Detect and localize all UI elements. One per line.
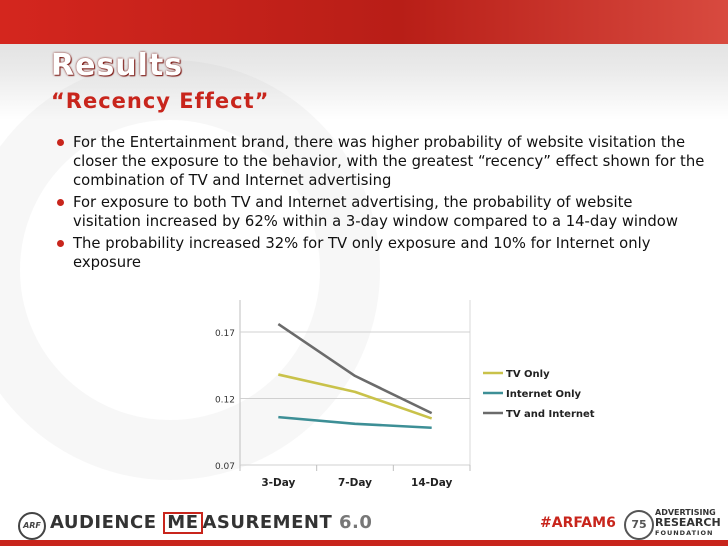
brand-prefix: AUDIENCE [50,512,157,533]
bullet-item [55,133,705,190]
legend-label: TV Only [506,369,550,380]
footer-stripe [0,540,728,546]
x-tick-label: 14-Day [411,477,453,489]
arf-logo-line3: FOUNDATION [655,529,714,537]
arf-small-logo: ARF [18,512,46,540]
legend-label: Internet Only [506,389,582,400]
bullet-text: For the Entertainment brand, there was higher probability of website visitation the closer the exposure to the behavior, with the greatest “recency” effect shown for the combination of TV and Internet advertising [73,134,705,189]
bullet-item [55,234,705,272]
bullet-item [55,193,705,231]
x-tick-label: 3-Day [261,477,296,489]
brand-suffix: ASUREMENT [202,512,333,533]
bullet-text: For exposure to both TV and Internet advertising, the probability of website visitation increased by 62% within a 3-day window compared to a 14-day window [73,194,678,230]
y-tick-label: 0.17 [214,329,235,339]
brand-me: ME [163,512,202,534]
arf-logo-line2: RESEARCH [655,516,721,529]
series-line [278,375,431,419]
slide-subtitle: “Recency Effect” [51,89,270,113]
bullet-list [55,133,705,275]
series-line [278,324,431,413]
bullet-dot-icon [57,240,64,247]
hashtag: #ARFAM6 [540,515,616,531]
arf-foundation-logo [655,508,725,538]
arf-logo-line1: ADVERTISING [655,508,716,517]
bullet-dot-icon [57,139,64,146]
audience-measurement-logo [50,512,372,534]
anniversary-seal: 75 [624,510,654,540]
bullet-text: The probability increased 32% for TV only exposure and 10% for Internet only exposure [73,235,651,271]
y-tick-label: 0.12 [214,395,235,406]
slide-title: Results [51,48,184,83]
bullet-dot-icon [57,199,64,206]
legend-label: TV and Internet [506,409,595,420]
brand-version: 6.0 [339,512,373,533]
series-line [278,417,431,428]
line-chart [200,300,620,500]
x-tick-label: 7-Day [338,477,372,489]
y-tick-label: 0.07 [214,462,235,472]
